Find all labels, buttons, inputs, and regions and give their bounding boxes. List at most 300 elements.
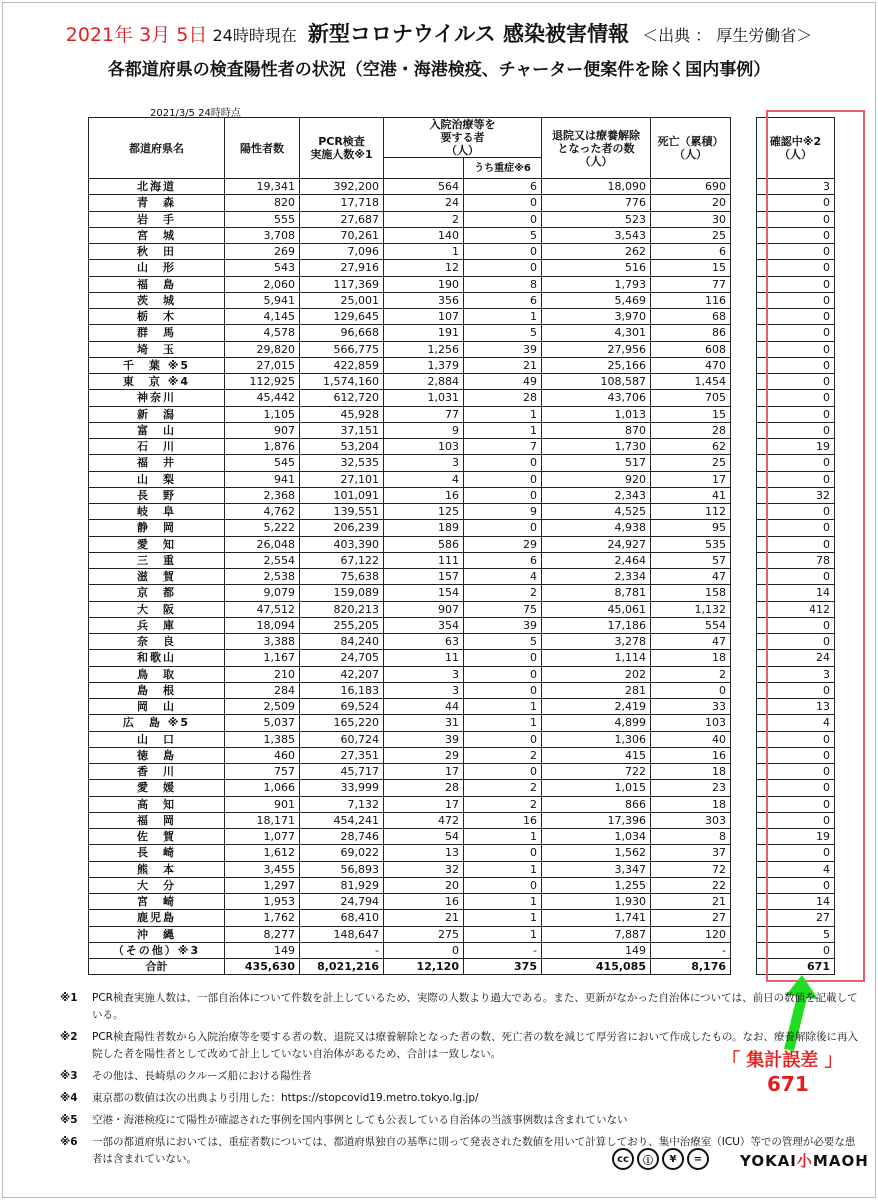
deaths-cell: 120 (651, 926, 731, 942)
positive-cell: 1,297 (225, 877, 300, 893)
report-date: 2021年 3月 5日 (65, 24, 208, 46)
yokai-maoh-logo: YOKAI小MAOH (740, 1152, 869, 1170)
discharged-cell: 1,562 (542, 845, 651, 861)
severe-cell: 0 (464, 682, 542, 698)
severe-cell: 2 (464, 747, 542, 763)
positive-cell: 3,708 (225, 227, 300, 243)
pcr-cell: 69,022 (300, 845, 384, 861)
confirming-cell: 78 (757, 552, 835, 568)
confirming-cell: 0 (757, 357, 835, 373)
table-row (89, 780, 835, 796)
pcr-cell: 117,369 (300, 276, 384, 292)
discharged-cell: 4,938 (542, 520, 651, 536)
pcr-cell: 148,647 (300, 926, 384, 942)
table-row (89, 910, 835, 926)
hosp-cell: 3 (384, 666, 464, 682)
discharged-cell: 1,255 (542, 877, 651, 893)
footnote-mark: ※3 (60, 1070, 78, 1082)
severe-cell: 2 (464, 585, 542, 601)
positive-cell: 19,341 (225, 179, 300, 195)
positive-cell: 26,048 (225, 536, 300, 552)
pref-cell: 愛 知 (89, 536, 225, 552)
positive-cell: 460 (225, 747, 300, 763)
deaths-cell: 15 (651, 260, 731, 276)
table-row (89, 520, 835, 536)
hosp-cell: 21 (384, 910, 464, 926)
table-row (89, 682, 835, 698)
pref-cell: 福 岡 (89, 812, 225, 828)
gap-cell (731, 179, 757, 195)
pref-cell: 山 梨 (89, 471, 225, 487)
pref-cell: 青 森 (89, 195, 225, 211)
discharged-cell: 8,781 (542, 585, 651, 601)
deaths-cell: 0 (651, 682, 731, 698)
discharged-cell: 43,706 (542, 390, 651, 406)
table-row (89, 471, 835, 487)
discharged-cell: 27,956 (542, 341, 651, 357)
header-positive: 陽性者数 (225, 118, 300, 179)
nc-icon: ¥ (662, 1148, 684, 1170)
discharged-cell: 149 (542, 942, 651, 958)
gap-cell (731, 877, 757, 893)
table-row (89, 536, 835, 552)
table-row (89, 666, 835, 682)
deaths-cell: 22 (651, 877, 731, 893)
deaths-cell: 1,132 (651, 601, 731, 617)
pref-cell: 群 馬 (89, 325, 225, 341)
positive-cell: 269 (225, 244, 300, 260)
table-row (89, 439, 835, 455)
deaths-cell: 57 (651, 552, 731, 568)
table-row (89, 179, 835, 195)
footnote (60, 990, 860, 1024)
severe-cell: 0 (464, 455, 542, 471)
deaths-cell: 68 (651, 309, 731, 325)
deaths-cell: 1,454 (651, 374, 731, 390)
discharged-cell: 262 (542, 244, 651, 260)
discharged-cell: 45,061 (542, 601, 651, 617)
pcr-cell: 37,151 (300, 422, 384, 438)
severe-cell: 0 (464, 731, 542, 747)
hosp-cell: 3 (384, 682, 464, 698)
discharged-cell: 415,085 (542, 959, 651, 975)
pcr-cell: 32,535 (300, 455, 384, 471)
confirming-cell: 5 (757, 926, 835, 942)
pcr-cell: - (300, 942, 384, 958)
gap-cell (731, 227, 757, 243)
footnote-mark: ※1 (60, 992, 78, 1004)
positive-cell: 2,368 (225, 487, 300, 503)
discharged-cell: 4,525 (542, 504, 651, 520)
pcr-cell: 566,775 (300, 341, 384, 357)
positive-cell: 4,762 (225, 504, 300, 520)
hosp-cell: 16 (384, 487, 464, 503)
severe-cell: 2 (464, 780, 542, 796)
table-row (89, 504, 835, 520)
pref-cell: 栃 木 (89, 309, 225, 325)
pref-cell: 岐 阜 (89, 504, 225, 520)
confirming-cell: 0 (757, 731, 835, 747)
deaths-cell: 72 (651, 861, 731, 877)
gap-cell (731, 699, 757, 715)
discharged-cell: 7,887 (542, 926, 651, 942)
confirming-cell: 0 (757, 617, 835, 633)
confirming-cell: 0 (757, 780, 835, 796)
hosp-cell: 354 (384, 617, 464, 633)
deaths-cell: 23 (651, 780, 731, 796)
gap-cell (731, 910, 757, 926)
pref-cell: 奈 良 (89, 634, 225, 650)
confirming-cell: 0 (757, 227, 835, 243)
confirming-cell: 0 (757, 260, 835, 276)
pref-cell: 東 京 ※4 (89, 374, 225, 390)
discharged-cell: 2,419 (542, 699, 651, 715)
discharged-cell: 1,015 (542, 780, 651, 796)
pcr-cell: 392,200 (300, 179, 384, 195)
pref-cell: 福 井 (89, 455, 225, 471)
positive-cell: 901 (225, 796, 300, 812)
pref-cell: 大 阪 (89, 601, 225, 617)
discharged-cell: 17,396 (542, 812, 651, 828)
pcr-cell: 69,524 (300, 699, 384, 715)
confirming-cell: 4 (757, 861, 835, 877)
positive-cell: 2,060 (225, 276, 300, 292)
report-title: 新型コロナウイルス 感染被害情報 (307, 22, 629, 46)
table-row (89, 195, 835, 211)
severe-cell: 0 (464, 195, 542, 211)
hosp-cell: 31 (384, 715, 464, 731)
severe-cell: 21 (464, 357, 542, 373)
hosp-cell: 191 (384, 325, 464, 341)
confirming-cell: 0 (757, 536, 835, 552)
prefecture-table (88, 117, 835, 975)
table-row (89, 699, 835, 715)
footnote (60, 1090, 860, 1107)
table-row (89, 942, 835, 958)
positive-cell: 907 (225, 422, 300, 438)
table-row (89, 845, 835, 861)
table-row (89, 601, 835, 617)
pref-cell: 愛 媛 (89, 780, 225, 796)
severe-cell: 1 (464, 829, 542, 845)
gap-cell (731, 812, 757, 828)
severe-cell: 75 (464, 601, 542, 617)
discharged-cell: 202 (542, 666, 651, 682)
discharged-cell: 1,741 (542, 910, 651, 926)
pcr-cell: 70,261 (300, 227, 384, 243)
confirming-cell: 13 (757, 699, 835, 715)
positive-cell: 5,222 (225, 520, 300, 536)
pref-cell: 千 葉 ※5 (89, 357, 225, 373)
pcr-cell: 422,859 (300, 357, 384, 373)
severe-cell: 39 (464, 617, 542, 633)
footnote-text: その他は、長崎県のクルーズ船における陽性者 (92, 1070, 312, 1082)
gap-cell (731, 390, 757, 406)
hosp-cell: 0 (384, 942, 464, 958)
confirming-cell: 0 (757, 764, 835, 780)
positive-cell: 435,630 (225, 959, 300, 975)
deaths-cell: 95 (651, 520, 731, 536)
pcr-cell: 27,916 (300, 260, 384, 276)
severe-cell: 16 (464, 812, 542, 828)
positive-cell: 1,066 (225, 780, 300, 796)
hosp-cell: 44 (384, 699, 464, 715)
pref-cell: 北海道 (89, 179, 225, 195)
table-row (89, 227, 835, 243)
discharged-cell: 281 (542, 682, 651, 698)
hosp-cell: 586 (384, 536, 464, 552)
hosp-cell: 125 (384, 504, 464, 520)
positive-cell: 1,762 (225, 910, 300, 926)
footnote (60, 1029, 860, 1063)
table-row (89, 374, 835, 390)
severe-cell: 1 (464, 894, 542, 910)
discharged-cell: 722 (542, 764, 651, 780)
page-subtitle: 各都道府県の検査陽性者の状況（空港・海港検疫、チャーター便案件を除く国内事例） (107, 60, 771, 80)
hosp-cell: 39 (384, 731, 464, 747)
table-row (89, 260, 835, 276)
hosp-cell: 1 (384, 244, 464, 260)
confirming-cell: 0 (757, 309, 835, 325)
pref-cell: 石 川 (89, 439, 225, 455)
hosp-cell: 189 (384, 520, 464, 536)
report-time: 24時時現在 (212, 26, 297, 45)
deaths-cell: 77 (651, 276, 731, 292)
severe-cell: 1 (464, 861, 542, 877)
positive-cell: 555 (225, 211, 300, 227)
table-row (89, 325, 835, 341)
pref-cell: 広 島 ※5 (89, 715, 225, 731)
table-row (89, 487, 835, 503)
deaths-cell: 33 (651, 699, 731, 715)
severe-cell: 6 (464, 292, 542, 308)
pref-cell: 滋 賀 (89, 569, 225, 585)
header-pref: 都道府県名 (89, 118, 225, 179)
confirming-cell: 3 (757, 179, 835, 195)
confirming-cell: 0 (757, 877, 835, 893)
deaths-cell: 690 (651, 179, 731, 195)
gap-cell (731, 715, 757, 731)
deaths-cell: 18 (651, 764, 731, 780)
pcr-cell: 33,999 (300, 780, 384, 796)
pref-cell: 高 知 (89, 796, 225, 812)
discharged-cell: 415 (542, 747, 651, 763)
discharged-cell: 920 (542, 471, 651, 487)
pcr-cell: 7,132 (300, 796, 384, 812)
footnotes (60, 990, 860, 1173)
footnote-text: 東京都の数値は次の出典より引用した：https://stopcovid19.metro.tokyo.lg.jp/ (92, 1092, 479, 1104)
hosp-cell: 9 (384, 422, 464, 438)
pcr-cell: 129,645 (300, 309, 384, 325)
positive-cell: 4,578 (225, 325, 300, 341)
table-row (89, 634, 835, 650)
positive-cell: 9,079 (225, 585, 300, 601)
pref-cell: 宮 城 (89, 227, 225, 243)
deaths-cell: 41 (651, 487, 731, 503)
pref-cell: 秋 田 (89, 244, 225, 260)
discharged-cell: 3,970 (542, 309, 651, 325)
header-gap (731, 118, 757, 179)
hosp-cell: 17 (384, 764, 464, 780)
pref-cell: 沖 縄 (89, 926, 225, 942)
confirming-cell: 671 (757, 959, 835, 975)
discharged-cell: 1,306 (542, 731, 651, 747)
deaths-cell: 2 (651, 666, 731, 682)
gap-cell (731, 942, 757, 958)
report-source: ＜出典 ： 厚生労働省＞ (642, 26, 813, 45)
confirming-cell: 24 (757, 650, 835, 666)
pcr-cell: 60,724 (300, 731, 384, 747)
hosp-cell: 12 (384, 260, 464, 276)
table-row (89, 455, 835, 471)
table-row (89, 276, 835, 292)
pcr-cell: 255,205 (300, 617, 384, 633)
positive-cell: 543 (225, 260, 300, 276)
severe-cell: 29 (464, 536, 542, 552)
severe-cell: 9 (464, 504, 542, 520)
positive-cell: 29,820 (225, 341, 300, 357)
discharged-cell: 1,730 (542, 439, 651, 455)
severe-cell: 1 (464, 309, 542, 325)
table-row (89, 894, 835, 910)
severe-cell: 1 (464, 699, 542, 715)
gap-cell (731, 536, 757, 552)
gap-cell (731, 861, 757, 877)
confirming-highlight-box (766, 110, 865, 982)
hosp-cell: 103 (384, 439, 464, 455)
discharged-cell: 18,090 (542, 179, 651, 195)
confirming-cell: 0 (757, 634, 835, 650)
deaths-cell: 18 (651, 650, 731, 666)
table-row (89, 926, 835, 942)
confirming-cell: 19 (757, 439, 835, 455)
gap-cell (731, 796, 757, 812)
severe-cell: 0 (464, 260, 542, 276)
pref-cell: 岩 手 (89, 211, 225, 227)
pcr-cell: 53,204 (300, 439, 384, 455)
hosp-cell: 20 (384, 877, 464, 893)
footnote-text: PCR検査実施人数は、一部自治体について件数を計上しているため、実際の人数より過大である。また、更新がなかった自治体については、前日の数値を記載している。 (92, 992, 858, 1021)
pcr-cell: 403,390 (300, 536, 384, 552)
table-row (89, 244, 835, 260)
pref-cell: 岡 山 (89, 699, 225, 715)
hosp-cell: 28 (384, 780, 464, 796)
positive-cell: 941 (225, 471, 300, 487)
positive-cell: 1,612 (225, 845, 300, 861)
discharged-cell: 1,793 (542, 276, 651, 292)
positive-cell: 284 (225, 682, 300, 698)
pref-cell: 福 島 (89, 276, 225, 292)
confirming-cell: 4 (757, 715, 835, 731)
page-title (0, 18, 878, 48)
positive-cell: 210 (225, 666, 300, 682)
aggregation-error-label: 「 集計誤差 」 (722, 1050, 843, 1071)
hosp-cell: 63 (384, 634, 464, 650)
hosp-cell: 29 (384, 747, 464, 763)
gap-cell (731, 487, 757, 503)
pref-cell: 島 根 (89, 682, 225, 698)
table-row (89, 812, 835, 828)
confirming-cell: 0 (757, 292, 835, 308)
discharged-cell: 1,013 (542, 406, 651, 422)
severe-cell: 2 (464, 796, 542, 812)
pcr-cell: 101,091 (300, 487, 384, 503)
pref-cell: 山 形 (89, 260, 225, 276)
hosp-cell: 472 (384, 812, 464, 828)
discharged-cell: 516 (542, 260, 651, 276)
confirming-cell: 0 (757, 211, 835, 227)
table-row (89, 569, 835, 585)
cc-icon: cc (612, 1148, 634, 1170)
severe-cell: 8 (464, 276, 542, 292)
pref-cell: 徳 島 (89, 747, 225, 763)
aggregation-error-value: 671 (767, 1072, 809, 1096)
discharged-cell: 24,927 (542, 536, 651, 552)
severe-cell: 0 (464, 471, 542, 487)
hosp-cell: 3 (384, 455, 464, 471)
pcr-cell: 206,239 (300, 520, 384, 536)
gap-cell (731, 617, 757, 633)
severe-cell: 7 (464, 439, 542, 455)
table-row (89, 341, 835, 357)
discharged-cell: 4,301 (542, 325, 651, 341)
hosp-cell: 140 (384, 227, 464, 243)
pref-cell: 茨 城 (89, 292, 225, 308)
pref-cell: 宮 崎 (89, 894, 225, 910)
deaths-cell: 30 (651, 211, 731, 227)
confirming-cell: 19 (757, 829, 835, 845)
pcr-cell: 42,207 (300, 666, 384, 682)
table-row (89, 211, 835, 227)
deaths-cell: 6 (651, 244, 731, 260)
positive-cell: 5,941 (225, 292, 300, 308)
gap-cell (731, 341, 757, 357)
gap-cell (731, 292, 757, 308)
footnote (60, 1068, 860, 1085)
table-row (89, 585, 835, 601)
pcr-cell: 139,551 (300, 504, 384, 520)
pref-cell: 香 川 (89, 764, 225, 780)
positive-cell: 5,037 (225, 715, 300, 731)
hosp-cell: 4 (384, 471, 464, 487)
confirming-cell: 412 (757, 601, 835, 617)
pcr-cell: 45,717 (300, 764, 384, 780)
deaths-cell: 116 (651, 292, 731, 308)
severe-cell: 0 (464, 520, 542, 536)
pref-cell: 山 口 (89, 731, 225, 747)
confirming-cell: 0 (757, 504, 835, 520)
gap-cell (731, 357, 757, 373)
pcr-cell: 84,240 (300, 634, 384, 650)
hosp-cell: 275 (384, 926, 464, 942)
deaths-cell: 18 (651, 796, 731, 812)
deaths-cell: 47 (651, 569, 731, 585)
gap-cell (731, 650, 757, 666)
deaths-cell: 20 (651, 195, 731, 211)
positive-cell: 112,925 (225, 374, 300, 390)
gap-cell (731, 780, 757, 796)
severe-cell: 5 (464, 227, 542, 243)
gap-cell (731, 276, 757, 292)
discharged-cell: 517 (542, 455, 651, 471)
gap-cell (731, 634, 757, 650)
severe-cell: 39 (464, 341, 542, 357)
discharged-cell: 3,347 (542, 861, 651, 877)
hosp-cell: 54 (384, 829, 464, 845)
gap-cell (731, 845, 757, 861)
table-row (89, 357, 835, 373)
gap-cell (731, 439, 757, 455)
